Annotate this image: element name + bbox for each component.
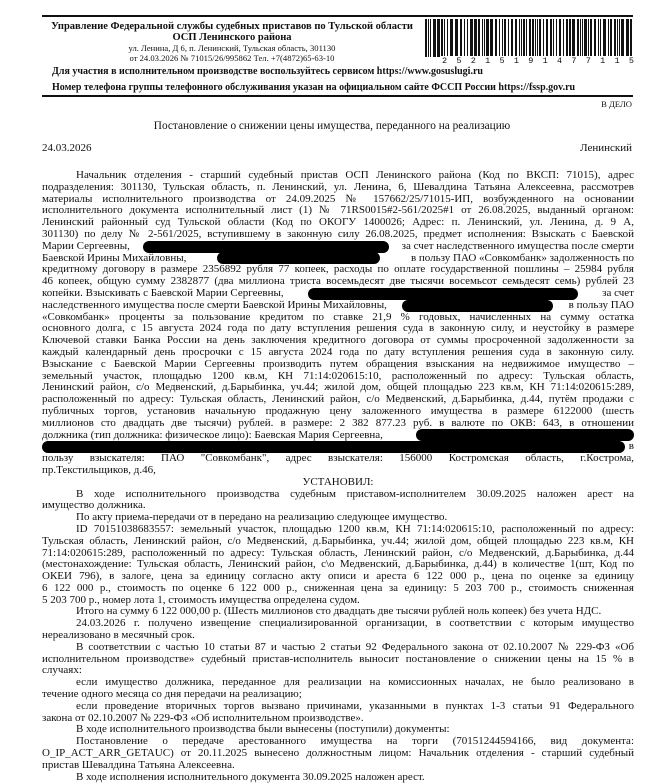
text-line: Ленинский район, с/о Медвенский, д.Барыбинка, уч.44; жилой дом, общей площадью 223 кв.м, КН 71:14:020615:289, [42,381,634,394]
paragraph [42,642,634,677]
barcode-bar [511,19,512,57]
header-organization: Управление Федеральной службы судебных приставов по Тульской области [51,21,413,32]
text-line: В ходе исполнительного производства были вынесены (поступили) документы: [76,723,450,736]
text-line: В соответствии с частью 10 статьи 87 и частью 2 статьи 92 Федерального закона от 02.10.2007 № 229-ФЗ «Об [76,640,634,653]
barcode-bar [537,19,538,57]
barcode-bar [428,19,429,57]
text-line: 24.03.2026 г. получено извещение специализированной организации, в соответствии с которым имущество [76,617,634,630]
text-line: 301130) по делу № 2-561/2025, вступившему в законную силу 26.08.2025, предмет исполнения: Взыскать с Баевской [42,227,634,240]
barcode-bar [577,19,579,57]
barcode-bar [619,19,620,57]
text-line: нереализовано в месячный срок. [42,629,195,642]
barcode-bar [519,19,520,57]
text-line: 46 копеек, общую сумму 2382877 (два миллиона триста восемьдесят две тысячи восемьсот семьдесят семь) рублей 23 [42,275,634,288]
paragraph [42,736,634,771]
heading-text: УСТАНОВИЛ: [302,475,374,488]
paragraph [42,618,634,642]
barcode-bar [460,19,462,57]
barcode-bar [455,19,456,57]
text-line-redacted [42,430,634,442]
text-line: основного долга, с 15 августа 2024 года по дату вступления решения суда в законную силу, и неустойку в размере [42,322,634,335]
header-division: ОСП Ленинского района [172,32,292,43]
text-line: пр.Текстильщиков, д.46, [42,463,156,476]
barcode-digit: 2 [470,56,476,66]
barcode-bar [617,19,618,57]
text-line: случаях: [42,664,82,677]
text-line: земельный участок, площадью 1200 кв.м, КН 71:14:020615:10, расположенный по адресу: Тульская область, [42,369,634,382]
barcode-digit: 7 [585,56,591,66]
barcode-bar [539,19,541,57]
text-line: Ленинский районный суд Тульской области (Код по ОКОГУ 1400026; Адрес: п. Ленинский, ул. Ленина, д. 9 А, [42,216,634,229]
text-segment: за счет [602,286,634,299]
filing-stamp: В ДЕЛО [601,99,632,109]
barcode [425,19,633,57]
barcode-bar [521,19,522,57]
paragraph [42,489,634,513]
barcode-bar [614,19,616,57]
text-line: Постановление о передаче арестованного имущества на торги (70151244594166, вид документа: [76,735,634,748]
text-line: имущество должника. [42,499,146,512]
barcode-bar [499,19,500,57]
redaction-mark [402,300,553,312]
paragraph [42,170,634,477]
text-line: «Совкомбанк» проценты за пользование кредитом по ставке 21,9 % годовых, начисленных на сумму остатка [42,310,634,323]
barcode-bar [464,19,465,57]
barcode-bar [491,19,492,57]
text-line: В ходе исполнительного производства судебным приставом-исполнителем 30.09.2025 наложен арест на [76,487,634,500]
barcode-bar [598,19,599,57]
barcode-bar [526,19,527,57]
section-heading [42,477,634,489]
text-line: закона от 02.10.2007 № 229-ФЗ «Об исполнительном производстве». [42,711,364,724]
barcode-bar [627,19,628,57]
barcode-bar [425,19,427,57]
barcode-bar [495,19,497,57]
text-segment: в пользу ПАО «Совкомбанк» задолженность по [410,251,634,264]
barcode-bar [450,19,452,57]
barcode-digit: 5 [456,56,462,66]
text-line: пристав Шевалдина Татьяна Алексеевна. [42,758,235,771]
barcode-bar [621,19,623,57]
barcode-bar [441,19,443,57]
barcode-bar [582,19,583,57]
barcode-bar [467,19,468,57]
barcode-bar [437,19,438,57]
barcode-bar [515,19,517,57]
barcode-bar [490,19,491,57]
barcode-bar [470,19,472,57]
barcode-digit: 1 [485,56,491,66]
text-line: 5 203 700 р., номер лота 1, стоимость имущества определена судом. [42,593,360,606]
text-segment: в пользу ПАО [568,298,634,311]
barcode-bar [553,19,554,57]
text-segment: должника (тип должника: физическое лицо): Баевская Мария Сергеевна, [42,428,383,441]
text-line: подразделения: 301130, Тульская область, п. Ленинский, ул. Ленина, 6, Шевалдина Татьяна Алексеевна, рассмотрев [42,180,634,193]
paragraph [42,772,634,783]
barcode-bar [447,19,448,57]
barcode-bar [610,19,611,57]
text-line: миллионов сто двадцать две тысячи) рублей. в размере: 2 382 877.23 руб. в валюте по ОКВ: 643, в отношении [42,416,634,429]
header-bottom-rule [42,95,633,97]
text-line: материалы исполнительного производства от 24.09.2025 № 157662/25/71015-ИП, возбужденного на основании [42,192,634,205]
document-place: Ленинский [580,142,632,154]
barcode-bar [535,19,536,57]
text-segment: Баевской Ирины Михайловны, [42,251,187,264]
barcode-digit: 4 [557,56,563,66]
text-line: 71:14:020615:289, расположенный по адресу: Тульская область, Ленинский район, с/о Медвенский, д.Барыбинка, д.44 [42,546,634,559]
text-line-redacted [42,300,634,312]
text-line: Ключевой ставки Банка России на день заключения кредитного договора от суммы просроченной задолженности за [42,334,634,347]
barcode-bar [523,19,525,57]
phone-note: Номер телефона группы телефонного обслуживания указан на официальном сайте ФССП России https://fssp.gov.ru [52,82,576,93]
barcode-bar [433,19,435,57]
barcode-bar [573,19,574,57]
text-line: Тульская область, Ленинский район, с/о Медвенский, д.Барыбинка, уч.44; жилой дом, общей площадью 223 кв.м, КН [42,534,634,547]
barcode-bar [543,19,544,57]
text-line: (местонахождение: Тульская область, Ленинский район, с\о Медвенский, д.Барыбинка, д.44) в количестве 1(шт, Код по [42,558,634,571]
document-date: 24.03.2026 [42,142,92,154]
barcode-bar [594,19,596,57]
paragraph [42,701,634,725]
text-line: ОКЕИ 796), в залоге, цена за единицу согласно акту описи и ареста 6 122 000 р., цена по оценке за единицу [42,570,634,583]
text-line: если имущество должника, переданное для реализации на комиссионных началах, не было реализовано в [76,676,634,689]
barcode-bar [588,19,589,57]
barcode-bar [546,19,547,57]
barcode-bar [584,19,586,57]
text-line-redacted [42,288,634,300]
barcode-bar [482,19,483,57]
text-line: По акту приема-передачи от в передано на реализацию следующее имущество. [76,511,448,524]
text-segment: Марии Сергеевны, [42,239,130,252]
barcode-bar [430,19,431,57]
text-line: O_IP_ACT_ARR_GETAUC) от 20.11.2025 вынесено должностным лицом: Начальник отделения - старший судебный [42,747,634,760]
paragraph [42,677,634,701]
text-line: каждый календарный день просрочки с 15 августа 2024 года по дату вступления решения суда в законную силу. [42,345,634,358]
barcode-bar [608,19,609,57]
text-line: расположенный по адресу: Тульская область, Ленинский район, с/о Медвенский, д.Барыбинка, д.44, путём продажи с [42,393,634,406]
header-top-rule [42,15,633,17]
barcode-bar [478,19,480,57]
barcode-bar [474,19,475,57]
barcode-bar [569,19,571,57]
barcode-bar [603,19,605,57]
barcode-bar [484,19,485,57]
barcode-bar [563,19,564,57]
barcode-bar [590,19,591,57]
barcode-bar [626,19,627,57]
header-reference: от 24.03.2026 № 71015/26/995862 Тел. +7(4872)65-63-10 [129,53,335,63]
text-line: исполнительного документа исполнительный лист (1) № 71RS0015#2-561/2025#1 от 26.08.2025, выданный органом: [42,204,634,217]
barcode-bar [438,19,439,57]
text-line: публичных торгов, установив начальную продажную цену заложенного имущества в размере 6122000 (шесть [42,404,634,417]
barcode-bar [475,19,476,57]
barcode-digit: 1 [513,56,519,66]
barcode-bar [566,19,567,57]
barcode-bar [502,19,503,57]
barcode-digit: 5 [499,56,505,66]
text-line: Взыскание с Баевской Марии Сергеевны производить путем обращения взыскания на недвижимое имущество – [42,357,634,370]
barcode-bar [456,19,457,57]
text-line: В ходе исполнения исполнительного документа 30.09.2025 наложен арест. [76,770,425,783]
barcode-bar [532,19,534,57]
text-segment: копейки. Взыскивать с Баевской Марии Сергеевны, [42,286,284,299]
text-line: течение одного месяца со дня передачи на реализацию; [42,688,302,701]
text-line-redacted [42,241,634,253]
barcode-bar [444,19,445,57]
barcode-digit: 7 [571,56,577,66]
text-line: если проведение вторичных торгов вызвано причинами, указанными в пунктах 1-3 статьи 91 Федерального [76,699,634,712]
barcode-bar [504,19,506,57]
redaction-mark [143,241,389,253]
barcode-digit: 1 [614,56,620,66]
text-line: исполнительном производстве» судебный пристав-исполнитель выносит постановление о снижении цены на 15 % в [42,652,634,665]
gosuslugi-note: Для участия в исполнительном производстве воспользуйтесь сервисом https://www.gosuslugi.ru [52,66,483,77]
text-segment: в [628,440,634,453]
barcode-bar [556,19,557,57]
document-title: Постановление о снижении цены имущества, переданного на реализацию [153,120,511,132]
barcode-bar [572,19,573,57]
barcode-bar [580,19,581,57]
text-line: Начальник отделения - старший судебный пристав ОСП Ленинского района (Код по ВКСП: 71015), адрес [76,169,634,181]
barcode-bar [600,19,601,57]
barcode-digit: 2 [442,56,448,66]
text-line: пользу взыскателя: ПАО "Совкомбанк", адрес взыскателя: 156000 Костромская область, г.Кострома, [42,452,634,465]
barcode-bar [550,19,552,57]
text-segment: за счет наследственного имущества после смерти [401,239,634,252]
redaction-mark [416,429,634,441]
barcode-digit: 5 [628,56,634,66]
barcode-digit: 9 [528,56,534,66]
text-line: 6 122 000 р., стоимость по оценке 6 122 000 р., сниженная цена за единицу: 5 203 700 р., стоимость сниженная [42,581,634,594]
barcode-bar [486,19,488,57]
text-line: кредитному договору в размере 2356892 рубля 77 копеек, расходы по оплате государственной пошлины – 25984 рубля [42,263,634,276]
barcode-bar [529,19,530,57]
barcode-digits [440,56,636,66]
barcode-bar [508,19,509,57]
document-body [42,170,634,783]
barcode-digit: 1 [542,56,548,66]
paragraph [42,524,634,607]
text-line: Итого на сумму 6 122 000,00 р. (Шесть миллионов сто двадцать две тысячи рублей ноль копеек) без учета НДС. [76,605,602,618]
barcode-bar [559,19,561,57]
header-address: ул. Ленина, Д 6, п. Ленинский, Тульская область, 301130 [128,43,336,53]
text-segment: наследственного имущества после смерти Баевской Ирины Михайловны, [42,298,387,311]
text-line: ID 70151038683557: земельный участок, площадью 1200 кв.м, КН 71:14:020615:10, расположенный по адресу: [76,522,634,535]
barcode-bar [630,19,632,57]
barcode-digit: 1 [600,56,606,66]
